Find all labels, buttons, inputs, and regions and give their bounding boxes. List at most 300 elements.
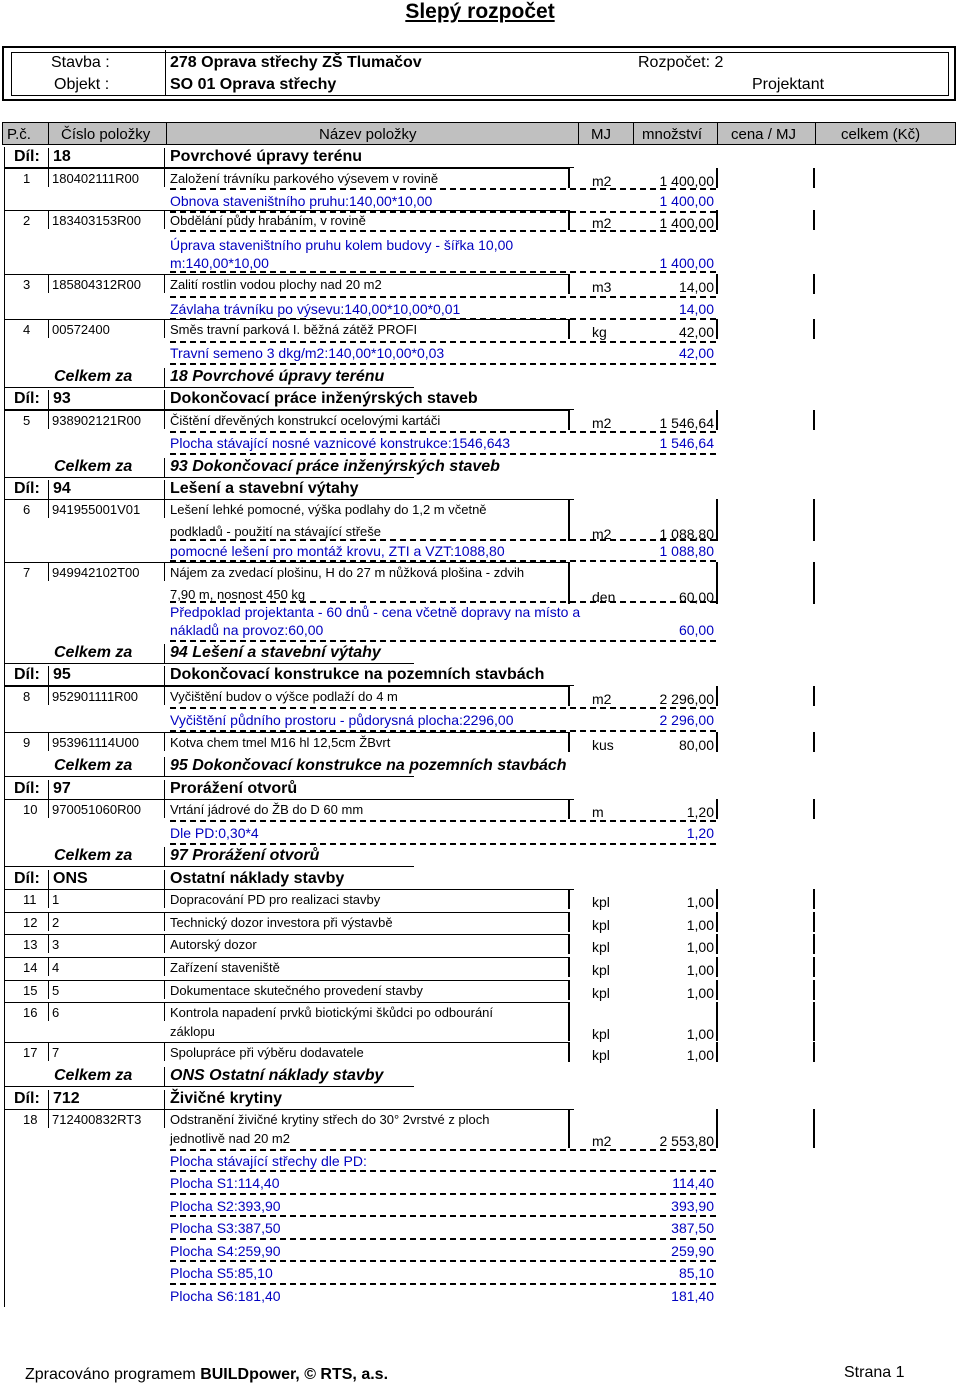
item-name: Obdělání půdy hrabáním, v rovině (170, 213, 366, 228)
item-topline (4, 410, 568, 411)
measurement-text: Plocha S5:85,10 (170, 1265, 273, 1281)
celkem-underline (4, 477, 414, 478)
objekt-value: SO 01 Oprava střechy (170, 76, 337, 93)
item-unit: m2 (592, 215, 612, 231)
item-col-bar (568, 499, 570, 541)
item-col-bar (716, 799, 718, 819)
measurement-quantity: 1 400,00 (659, 193, 714, 209)
item-quantity: 1 546,64 (659, 415, 714, 431)
dil-name: Povrchové úpravy terénu (170, 148, 363, 165)
measurement-quantity: 387,50 (671, 1220, 714, 1236)
item-col-bar (716, 686, 718, 706)
dil-divider (48, 870, 49, 889)
dil-label: Díl: (14, 666, 40, 683)
celkem-name: 93 Dokončovací práce inženýrských staveb (170, 458, 500, 475)
item-number: 6 (23, 502, 31, 517)
item-col-bar (716, 410, 718, 430)
measurement-dashed-rule (170, 1238, 716, 1240)
item-col-bar (716, 168, 718, 188)
item-unit: m2 (592, 1133, 612, 1149)
celkem-underline (4, 663, 414, 664)
dil-divider (48, 780, 49, 799)
dil-code: 95 (53, 666, 71, 683)
item-topline (4, 319, 568, 320)
item-unit: m2 (592, 526, 612, 542)
measurement-text: Plocha S4:259,90 (170, 1243, 281, 1259)
item-topline (4, 934, 568, 935)
celkem-label: Celkem za (54, 368, 133, 385)
item-quantity: 1,00 (686, 1026, 714, 1042)
celkem-label: Celkem za (54, 458, 133, 475)
measurement-dashed-rule (170, 453, 716, 455)
item-name: Autorský dozor (170, 937, 257, 952)
item-divider (164, 890, 165, 908)
item-divider (48, 1043, 49, 1061)
dil-divider (164, 148, 165, 167)
item-quantity: 1 400,00 (659, 215, 714, 231)
item-col-bar (716, 889, 718, 909)
item-name: Dopracování PD pro realizaci stavby (170, 892, 381, 907)
item-quantity: 2 296,00 (659, 691, 714, 707)
measurement-text: Vyčištění půdního prostoru - půdorysná plocha:2296,00 (170, 712, 514, 728)
dil-code: 712 (53, 1090, 80, 1107)
item-topline (4, 957, 568, 958)
measurement-quantity: 259,90 (671, 1243, 714, 1259)
celkem-underline (4, 387, 414, 388)
dil-label: Díl: (14, 1090, 40, 1107)
celkem-divider (164, 847, 165, 866)
item-dashed-rule (170, 539, 716, 541)
item-dashed-rule (170, 1149, 716, 1151)
header-divider (165, 50, 166, 96)
item-code: 941955001V01 (52, 502, 141, 517)
dil-code: 97 (53, 780, 71, 797)
item-col-bar (813, 980, 815, 1000)
measurement-quantity: 181,40 (671, 1288, 714, 1304)
dil-code: ONS (53, 870, 88, 887)
item-divider (48, 733, 49, 751)
item-col-bar (568, 1002, 570, 1041)
col-cena: cena / MJ (731, 126, 797, 143)
item-col-bar (813, 957, 815, 977)
item-name: Čištění dřevěných konstrukcí ocelovými kartáči (170, 413, 441, 428)
item-dashed-rule (170, 707, 716, 709)
measurement-quantity: 14,00 (678, 301, 714, 317)
item-number: 18 (23, 1112, 38, 1127)
item-topline (4, 562, 568, 563)
item-topline (4, 686, 568, 687)
celkem-divider (164, 644, 165, 663)
item-col-bar (716, 499, 718, 541)
item-number: 1 (23, 171, 31, 186)
item-divider (164, 169, 165, 187)
item-name: Nájem za zvedací plošinu, H do 27 m nůžková plošina - zdvih (170, 565, 525, 580)
item-name: záklopu (170, 1024, 215, 1039)
item-col-bar (813, 1002, 815, 1041)
table-left-border (4, 147, 5, 1307)
item-name: Lešení lehké pomocné, výška podlahy do 1,2 m včetně (170, 502, 487, 517)
item-divider (164, 320, 165, 338)
item-divider (48, 958, 49, 976)
item-code: 949942102T00 (52, 565, 140, 580)
item-number: 13 (23, 937, 38, 952)
item-code: 1 (52, 892, 60, 907)
dil-divider (48, 390, 49, 409)
item-col-bar (813, 732, 815, 752)
measurement-dashed-rule (170, 1215, 716, 1217)
item-col-bar (568, 168, 570, 188)
dil-divider (164, 870, 165, 889)
item-dashed-rule (170, 230, 716, 232)
measurement-dashed-rule (170, 843, 716, 845)
measurement-quantity: 60,00 (678, 622, 714, 638)
item-name: 7,90 m, nosnost 450 kg (170, 587, 306, 602)
dil-divider (164, 1090, 165, 1109)
item-col-bar (716, 1042, 718, 1062)
dil-label: Díl: (14, 480, 40, 497)
measurement-text: Plocha S3:387,50 (170, 1220, 281, 1236)
measurement-text: Plocha S2:393,90 (170, 1198, 281, 1214)
item-topline (4, 1002, 568, 1003)
item-code: 4 (52, 960, 60, 975)
item-divider (48, 411, 49, 429)
measurement-quantity: 1 546,64 (659, 435, 714, 451)
item-number: 3 (23, 277, 31, 292)
dil-label: Díl: (14, 148, 40, 165)
item-number: 5 (23, 413, 31, 428)
item-col-bar (716, 274, 718, 294)
item-col-bar (568, 686, 570, 706)
item-col-bar (568, 912, 570, 932)
dil-label: Díl: (14, 870, 40, 887)
item-quantity: 1,00 (686, 917, 714, 933)
item-divider (48, 275, 49, 293)
item-quantity: 2 553,80 (659, 1133, 714, 1149)
celkem-divider (164, 368, 165, 387)
dil-divider (48, 148, 49, 167)
item-name: Kotva chem tmel M16 hl 12,5cm ŽBvrt (170, 735, 391, 750)
item-topline (4, 499, 568, 500)
item-col-bar (568, 799, 570, 819)
measurement-dashed-rule (170, 1260, 716, 1262)
item-dashed-rule (170, 296, 716, 298)
dil-name: Ostatní náklady stavby (170, 870, 345, 887)
item-divider (164, 935, 165, 953)
celkem-underline (4, 866, 414, 867)
celkem-name: 18 Povrchové úpravy terénu (170, 368, 385, 385)
item-topline (4, 980, 568, 981)
measurement-quantity: 42,00 (678, 345, 714, 361)
objekt-label: Objekt : (54, 76, 110, 93)
item-col-bar (813, 319, 815, 339)
item-number: 2 (23, 213, 31, 228)
item-name: Kontrola napadení prvků biotickými škůdci po odbourání (170, 1005, 494, 1020)
item-col-bar (813, 889, 815, 909)
item-topline (4, 912, 568, 913)
item-quantity: 1,00 (686, 985, 714, 1001)
celkem-name: 97 Prorážení otvorů (170, 847, 320, 864)
celkem-underline (4, 776, 414, 777)
item-dashed-rule (170, 431, 716, 433)
item-unit: m2 (592, 691, 612, 707)
dil-code: 18 (53, 148, 71, 165)
item-divider (164, 1110, 165, 1128)
measurement-dashed-rule (170, 271, 716, 273)
item-unit: m3 (592, 279, 612, 295)
item-col-bar (568, 957, 570, 977)
item-col-bar (716, 210, 718, 230)
item-code: 953961114U00 (52, 735, 139, 750)
item-name: Směs travní parková I. běžná zátěž PROFI (170, 322, 418, 337)
item-number: 12 (23, 915, 38, 930)
item-col-bar (813, 210, 815, 230)
item-name: Zalití rostlin vodou plochy nad 20 m2 (170, 277, 382, 292)
item-divider (164, 687, 165, 705)
dil-divider (164, 390, 165, 409)
item-col-bar (716, 957, 718, 977)
item-code: 183403153R00 (52, 213, 141, 228)
dil-name: Lešení a stavební výtahy (170, 480, 359, 497)
measurement-quantity: 114,40 (672, 1175, 714, 1191)
item-divider (48, 890, 49, 908)
item-topline (4, 1042, 568, 1043)
item-unit: kpl (592, 1026, 610, 1042)
item-name: podkladů - použití na stávající střeše (170, 524, 382, 539)
item-name: Vyčištění budov o výšce podlaží do 4 m (170, 689, 398, 704)
item-col-bar (813, 686, 815, 706)
item-divider (164, 1043, 165, 1061)
celkem-divider (164, 458, 165, 477)
item-divider (48, 800, 49, 818)
item-topline (4, 274, 568, 275)
celkem-label: Celkem za (54, 847, 133, 864)
item-name: Odstranění živičné krytiny střech do 30° 2vrstvé z ploch (170, 1112, 490, 1127)
item-divider (164, 800, 165, 818)
item-unit: kpl (592, 939, 610, 955)
item-divider (48, 563, 49, 581)
item-col-bar (813, 168, 815, 188)
stavba-label: Stavba : (51, 54, 110, 71)
item-code: 3 (52, 937, 60, 952)
stavba-value: 278 Oprava střechy ZŠ Tlumačov (170, 54, 422, 71)
item-col-bar (716, 1002, 718, 1041)
item-quantity: 1,20 (686, 804, 714, 820)
item-dashed-rule (170, 188, 716, 190)
item-divider (48, 687, 49, 705)
item-col-bar (716, 980, 718, 1000)
item-unit: m2 (592, 415, 612, 431)
item-code: 185804312R00 (52, 277, 141, 292)
item-dashed-rule (170, 341, 716, 343)
item-quantity: 14,00 (678, 279, 714, 295)
item-divider (164, 733, 165, 751)
footer-prefix: Zpracováno programem (25, 1366, 201, 1383)
item-divider (48, 211, 49, 229)
item-col-bar (568, 562, 570, 604)
celkem-name: ONS Ostatní náklady stavby (170, 1067, 384, 1084)
item-unit: kpl (592, 985, 610, 1001)
item-unit: kpl (592, 894, 610, 910)
item-col-bar (568, 210, 570, 230)
dil-name: Živičné krytiny (170, 1090, 283, 1107)
item-col-bar (568, 1109, 570, 1148)
item-unit: kus (592, 737, 614, 753)
dil-label: Díl: (14, 780, 40, 797)
dil-name: Dokončovací práce inženýrských staveb (170, 390, 478, 407)
measurement-dashed-rule (170, 1283, 716, 1285)
measurement-text: Travní semeno 3 dkg/m2:140,00*10,00*0,03 (170, 345, 445, 361)
item-divider (48, 320, 49, 338)
column-header-row (2, 122, 956, 145)
footer-program (25, 1366, 388, 1384)
item-unit: den (592, 589, 616, 605)
item-name: Založení trávníku parkového výsevem v rovině (170, 171, 439, 186)
item-divider (48, 913, 49, 931)
celkem-label: Celkem za (54, 757, 133, 774)
item-divider (48, 935, 49, 953)
measurement-dashed-rule (170, 1193, 716, 1195)
dil-code: 93 (53, 390, 71, 407)
item-name: Dokumentace skutečného provedení stavby (170, 983, 423, 998)
celkem-divider (164, 757, 165, 776)
projektant-label: Projektant (752, 76, 825, 93)
item-code: 6 (52, 1005, 60, 1020)
item-divider (164, 500, 165, 518)
celkem-name: 95 Dokončovací konstrukce na pozemních stavbách (170, 757, 567, 774)
measurement-quantity: 1 088,80 (659, 543, 714, 559)
item-quantity: 80,00 (678, 737, 714, 753)
celkem-name: 94 Lešení a stavební výtahy (170, 644, 381, 661)
item-code: 952901111R00 (52, 689, 139, 704)
item-col-bar (813, 499, 815, 541)
item-quantity: 1 400,00 (659, 173, 714, 189)
item-col-bar (568, 274, 570, 294)
measurement-text: Plocha stávající střechy dle PD: (170, 1153, 367, 1169)
item-topline (4, 799, 568, 800)
item-col-bar (813, 934, 815, 954)
item-name: Zařízení staveniště (170, 960, 280, 975)
measurement-text: pomocné lešení pro montáž krovu, ZTI a VZT:1088,80 (170, 543, 505, 559)
item-divider (164, 1003, 165, 1021)
item-divider (164, 913, 165, 931)
measurement-text: Plocha S6:181,40 (170, 1288, 281, 1304)
item-topline (4, 889, 568, 890)
item-dashed-rule (170, 820, 716, 822)
item-unit: kpl (592, 1047, 610, 1063)
item-col-bar (716, 732, 718, 752)
item-topline (4, 210, 568, 211)
item-code: 970051060R00 (52, 802, 141, 817)
item-divider (164, 563, 165, 581)
measurement-quantity: 85,10 (678, 1265, 714, 1281)
dil-name: Prorážení otvorů (170, 780, 298, 797)
item-quantity: 1 088,80 (659, 526, 714, 542)
measurement-quantity: 1 400,00 (659, 255, 714, 271)
item-number: 9 (23, 735, 31, 750)
dil-divider (48, 480, 49, 499)
col-pc: P.č. (7, 126, 31, 143)
footer-program-name: BUILDpower, (200, 1366, 300, 1383)
item-col-bar (716, 1109, 718, 1148)
item-unit: m2 (592, 173, 612, 189)
dil-divider (164, 480, 165, 499)
item-name: Technický dozor investora při výstavbě (170, 915, 393, 930)
item-divider (164, 411, 165, 429)
col-celkem: celkem (Kč) (841, 126, 921, 143)
item-dashed-rule (170, 601, 716, 603)
measurement-text: Dle PD:0,30*4 (170, 825, 259, 841)
item-code: 938902121R00 (52, 413, 141, 428)
item-topline (4, 732, 568, 733)
item-code: 7 (52, 1045, 60, 1060)
item-col-bar (568, 732, 570, 752)
item-col-bar (716, 934, 718, 954)
item-col-bar (716, 912, 718, 932)
col-mj: MJ (591, 126, 611, 143)
item-quantity: 42,00 (678, 324, 714, 340)
item-col-bar (568, 980, 570, 1000)
item-col-bar (813, 1109, 815, 1148)
col-cislo: Číslo položky (61, 126, 151, 143)
dil-name: Dokončovací konstrukce na pozemních stavbách (170, 666, 545, 683)
dil-code: 94 (53, 480, 71, 497)
measurement-text: Úprava staveništního pruhu kolem budovy - šířka 10,00 (170, 237, 514, 253)
item-col-bar (813, 562, 815, 604)
measurement-quantity: 1,20 (686, 825, 714, 841)
item-unit: kpl (592, 962, 610, 978)
item-number: 14 (23, 960, 38, 975)
measurement-text: nákladů na provoz:60,00 (170, 622, 324, 638)
item-quantity: 1,00 (686, 962, 714, 978)
celkem-label: Celkem za (54, 644, 133, 661)
item-col-bar (813, 799, 815, 819)
item-divider (48, 500, 49, 518)
dil-label: Díl: (14, 390, 40, 407)
item-col-bar (568, 934, 570, 954)
item-code: 5 (52, 983, 60, 998)
item-divider (164, 981, 165, 999)
item-number: 8 (23, 689, 31, 704)
item-col-bar (568, 889, 570, 909)
dil-divider (48, 1090, 49, 1109)
item-col-bar (813, 912, 815, 932)
page-title: Slepý rozpočet (405, 0, 555, 23)
item-name: Vrtání jádrové do ŽB do D 60 mm (170, 802, 364, 817)
dil-divider (164, 666, 165, 685)
item-quantity: 1,00 (686, 939, 714, 955)
item-divider (164, 958, 165, 976)
measurement-text: m:140,00*10,00 (170, 255, 269, 271)
measurement-text: Předpoklad projektanta - 60 dnů - cena včetně dopravy na místo a (170, 604, 581, 620)
measurement-dashed-rule (170, 1170, 716, 1172)
item-col-bar (813, 274, 815, 294)
item-code: 180402111R00 (52, 171, 139, 186)
item-number: 10 (23, 802, 38, 817)
celkem-divider (164, 1067, 165, 1086)
item-divider (164, 211, 165, 229)
item-topline (4, 1109, 568, 1110)
item-col-bar (568, 319, 570, 339)
measurement-quantity: 2 296,00 (659, 712, 714, 728)
item-unit: m (592, 804, 604, 820)
col-mnozstvi: množství (642, 126, 703, 143)
measurement-dashed-rule (170, 640, 716, 642)
item-code: 712400832RT3 (52, 1112, 142, 1127)
item-name: Spolupráce při výběru dodavatele (170, 1045, 364, 1060)
item-divider (48, 981, 49, 999)
item-col-bar (716, 319, 718, 339)
measurement-text: Závlaha trávníku po výsevu:140,00*10,00*0,01 (170, 301, 461, 317)
